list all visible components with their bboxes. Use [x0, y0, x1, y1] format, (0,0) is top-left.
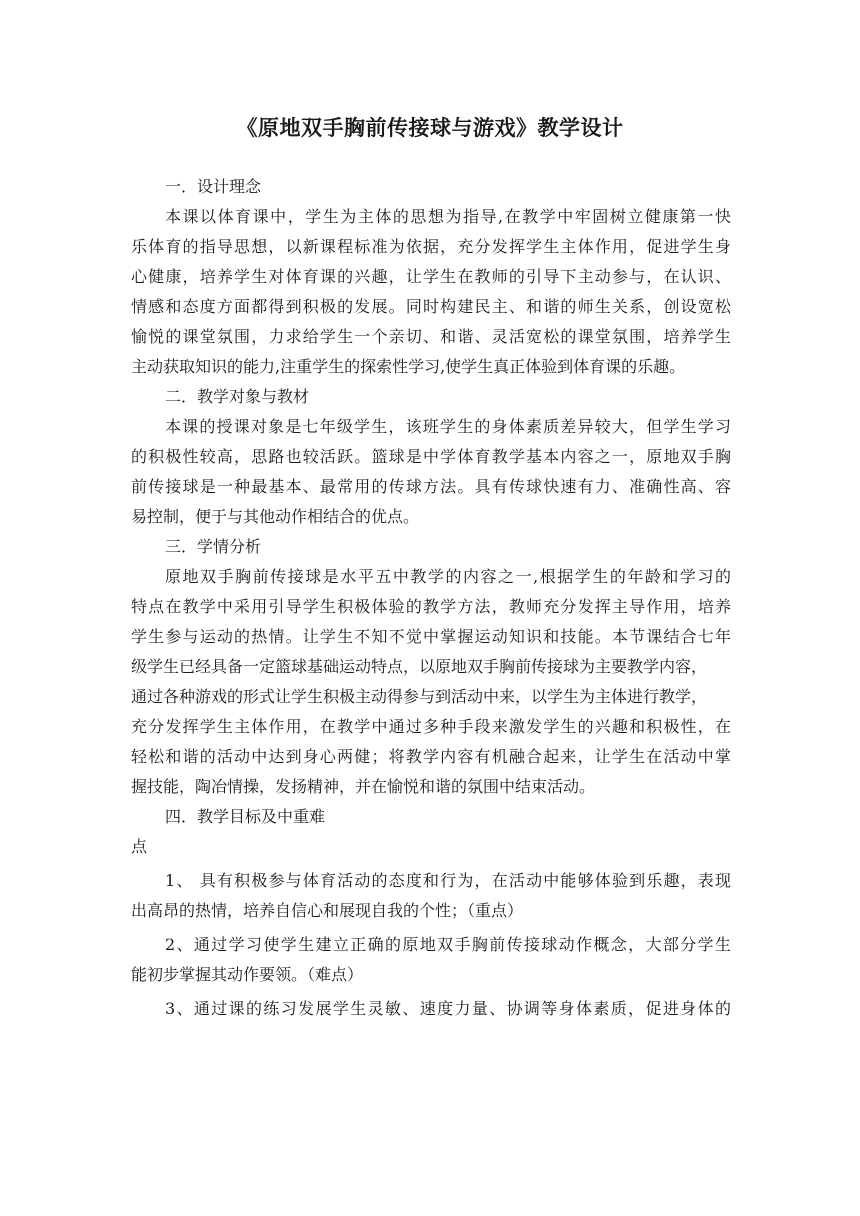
text-line: 情感和态度方面都得到积极的发展。同时构建民主、和谐的师生关系，创设宽松 — [131, 297, 731, 316]
text-line: 前传接球是一种最基本、最常用的传球方法。具有传球快速有力、准确性高、容 — [131, 477, 731, 496]
text-line: 学生参与运动的热情。让学生不知不觉中掌握运动知识和技能。本节课结合七年 — [131, 627, 731, 646]
text-line: 握技能，陶冶情操，发扬精神，并在愉悦和谐的氛围中结束活动。 — [131, 777, 596, 796]
document-title: 《原地双手胸前传接球与游戏》教学设计 — [236, 115, 624, 140]
text-line: 愉悦的课堂氛围，力求给学生一个亲切、和谐、灵活宽松的课堂氛围，培养学生 — [131, 327, 731, 346]
text-line: 心健康，培养学生对体育课的兴趣，让学生在教师的引导下主动参与，在认识、 — [131, 267, 731, 286]
text-line: 1、 具有积极参与体育活动的态度和行为，在活动中能够体验到乐趣，表现 — [165, 871, 731, 890]
text-line: 易控制，便于与其他动作相结合的优点。 — [131, 507, 420, 526]
text-line: 本课以体育课中，学生为主体的思想为指导,在教学中牢固树立健康第一快 — [165, 207, 731, 226]
text-line: 原地双手胸前传接球是水平五中教学的内容之一,根据学生的年龄和学习的 — [165, 567, 731, 586]
text-line: 级学生已经具备一定篮球基础运动特点，以原地双手胸前传接球为主要教学内容， — [131, 657, 708, 676]
section-heading: 四．教学目标及中重难 — [165, 807, 326, 826]
text-line: 充分发挥学生主体作用，在教学中通过多种手段来激发学生的兴趣和积极性，在 — [131, 717, 731, 736]
text-line: 主动获取知识的能力,注重学生的探索性学习,使学生真正体验到体育课的乐趣。 — [131, 357, 686, 376]
section-heading: 三．学情分析 — [165, 537, 262, 556]
text-line: 能初步掌握其动作要领。（难点） — [131, 965, 364, 984]
text-line: 的积极性较高，思路也较活跃。篮球是中学体育教学基本内容之一，原地双手胸 — [131, 447, 731, 466]
document-body — [131, 172, 731, 1024]
text-line: 出高昂的热情，培养自信心和展现自我的个性；（重点） — [131, 901, 524, 920]
text-line: 通过各种游戏的形式让学生积极主动得参与到活动中来，以学生为主体进行教学， — [131, 687, 708, 706]
text-line: 2、通过学习使学生建立正确的原地双手胸前传接球动作概念，大部分学生 — [165, 935, 731, 954]
text-line: 特点在教学中采用引导学生积极体验的教学方法，教师充分发挥主导作用，培养 — [131, 597, 731, 616]
section-heading: 一．设计理念 — [165, 177, 262, 196]
section-heading: 二．教学对象与教材 — [165, 387, 310, 406]
section-heading-continuation: 点 — [131, 837, 148, 856]
text-line: 轻松和谐的活动中达到身心两健；将教学内容有机融合起来，让学生在活动中掌 — [131, 747, 731, 766]
text-line: 3、通过课的练习发展学生灵敏、速度力量、协调等身体素质，促进身体的 — [165, 999, 731, 1018]
text-line: 乐体育的指导思想，以新课程标准为依据，充分发挥学生主体作用，促进学生身 — [131, 237, 731, 256]
text-line: 本课的授课对象是七年级学生，该班学生的身体素质差异较大，但学生学习 — [165, 417, 731, 436]
